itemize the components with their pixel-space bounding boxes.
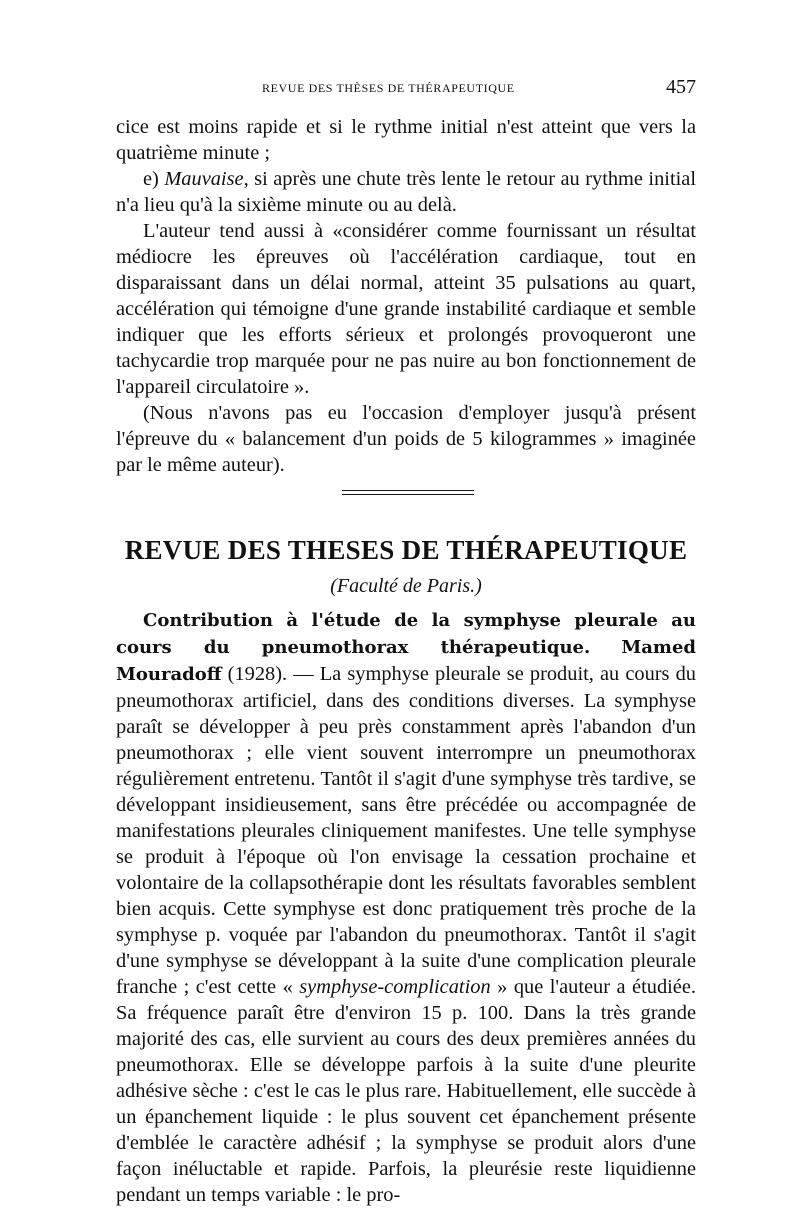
criterion-e-paragraph <box>116 166 696 218</box>
running-title: REVUE DES THÈSES DE THÉRAPEUTIQUE <box>262 81 515 95</box>
article-author: Mamed Mouradoff <box>116 637 696 685</box>
continuation-text: cice est moins rapide et si le rythme initial n'est atteint que vers la quatrième minute ; <box>116 116 696 164</box>
body-text <box>116 114 696 1208</box>
criterion-e-text: , si après une chute très lente le retour au rythme initial n'a lieu qu'à la sixième minute ou au delà. <box>116 168 696 216</box>
double-rule-divider <box>342 490 474 495</box>
article-body-part2: » que l'auteur a étudiée. Sa fréquence paraît être d'environ 15 p. 100. Dans la très grande majorité des cas, elle survient au cours des deux premières années du pneumothorax. Elle se développe parfois à la suite d'une pleurite adhésive sèche : c'est le cas le plus rare. Habituellement, elle succède à un épanchement liquide : le plus souvent cet épanchement présente d'emblée le caractère adhésif ; la symphyse se produit alors d'une façon inéluctable et rapide. Parfois, la pleurésie reste liquidienne pendant un temps variable : le pro- <box>116 976 697 1206</box>
section-subtitle: (Faculté de Paris.) <box>330 575 482 597</box>
article-body-part1: — La symphyse pleurale se produit, au cours du pneumothorax artificiel, dans des conditions diverses. La symphyse paraît se développer à peu près constamment après l'abandon d'un pneumothorax ; elle vient souvent interrompre un pneumothorax régulièrement entretenu. Tantôt il s'agit d'une symphyse très tardive, se développant insidieusement, sans être précédée ou accompagnée de manifestations pleurales cliniquement manifestes. Une telle symphyse se produit à l'époque où l'on envisage la cessation prochaine et volontaire de la collapsothérapie dont les résultats favorables semblent bien acquis. Cette symphyse est donc pratiquement très proche de la symphyse p. voquée par l'abandon du pneumothorax. Tantôt il s'agit d'une symphyse se développant à la suite d'une complication pleurale franche ; c'est cette « <box>116 663 696 998</box>
article-paragraph <box>116 607 696 1208</box>
note-paragraph <box>116 400 696 478</box>
continuation-paragraph <box>116 114 696 166</box>
page-number: 457 <box>666 76 696 98</box>
separator-wrap <box>116 478 696 498</box>
author-quote-paragraph <box>116 218 696 400</box>
article-title: Contribution à l'étude de la symphyse pleurale au cours du pneumothorax thérapeutique. <box>116 610 696 658</box>
section-title: REVUE DES THESES DE THÉRAPEUTIQUE <box>124 535 688 565</box>
article-year: (1928). <box>221 663 288 685</box>
criterion-e-term: Mauvaise <box>164 168 244 190</box>
criterion-e-prefix: e) <box>143 168 165 190</box>
page-header <box>116 76 696 100</box>
author-quote-text: L'auteur tend aussi à «considérer comme fournissant un résultat médiocre les épreuves où l'accélération cardiaque, tout en disparaissant dans un délai normal, atteint 35 pulsations au quart, accélération qui témoigne d'une grande instabilité cardiaque et semble indiquer que les efforts sérieux et prolongés provoqueront une tachycardie trop marquée pour ne pas nuire au bon fonctionnement de l'appareil circulatoire ». <box>116 220 696 398</box>
note-text: (Nous n'avons pas eu l'occasion d'employer jusqu'à présent l'épreuve du « balancement d'un poids de 5 kilogrammes » imaginée par le même auteur). <box>116 402 696 476</box>
article-body-term: symphyse-complication <box>299 976 491 998</box>
